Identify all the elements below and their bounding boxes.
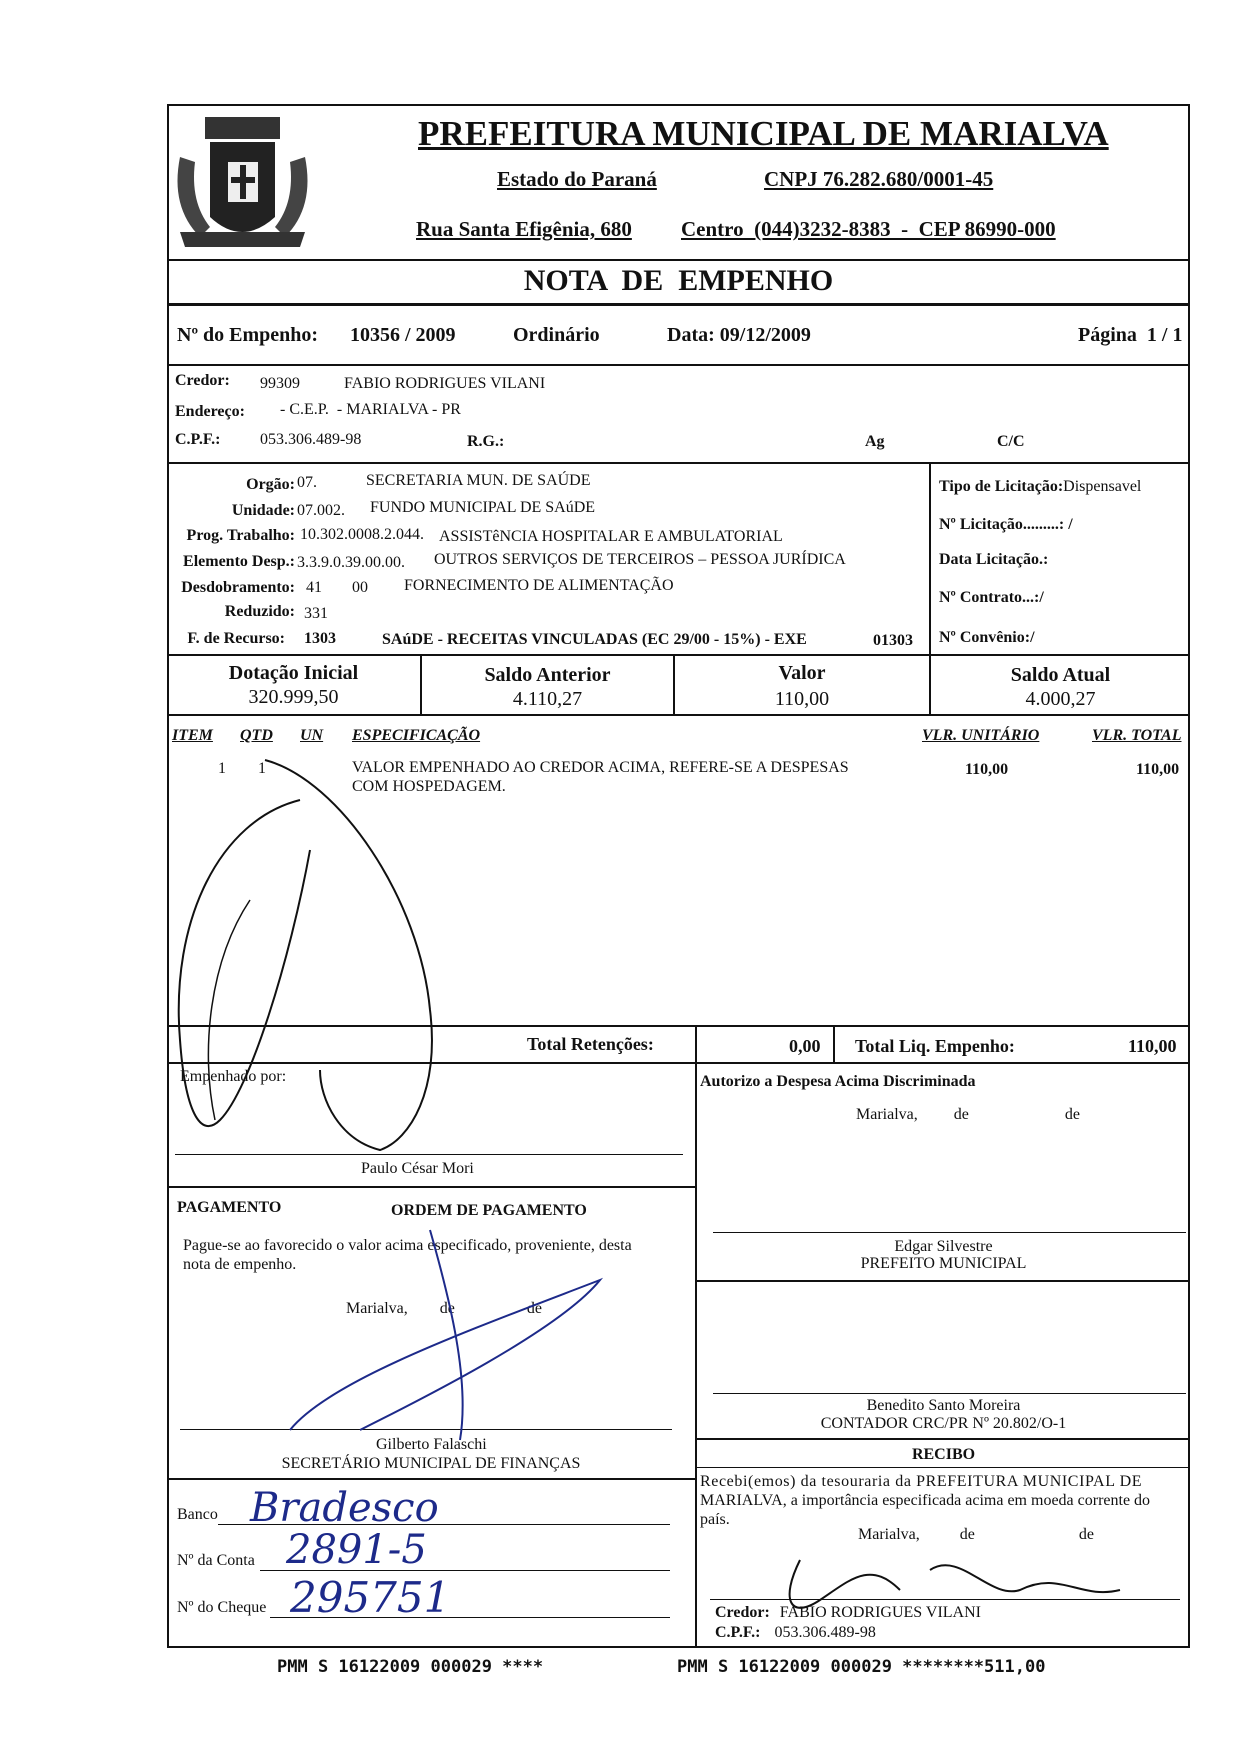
saldo-anterior-value: 4.110,27: [512, 688, 583, 710]
prog-label: Prog. Trabalho:: [186, 527, 295, 544]
contrato-number: Nº Contrato...:/: [939, 589, 1044, 606]
orgao-label: Orgão:: [246, 476, 295, 493]
row-item: 1: [218, 760, 226, 777]
fonte-label: F. de Recurso:: [187, 630, 285, 647]
desdobramento-desc: FORNECIMENTO DE ALIMENTAÇÃO: [404, 577, 674, 594]
coat-of-arms-icon: [170, 107, 315, 255]
licitacao-date: Data Licitação.:: [939, 551, 1049, 568]
cheque-value: 295751: [290, 1573, 451, 1622]
contador-title: CONTADOR CRC/PR Nº 20.802/O-1: [820, 1415, 1067, 1432]
cpf-label: C.P.F.:: [175, 431, 221, 448]
unidade-desc: FUNDO MUNICIPAL DE SAúDE: [370, 499, 596, 516]
licitacao-number: Nº Licitação.........: /: [939, 516, 1073, 533]
convenio-number: Nº Convênio:/: [939, 629, 1035, 646]
cpf-value: 053.306.489-98: [260, 431, 362, 448]
col-vu-header: VLR. UNITÁRIO: [922, 727, 1040, 744]
recibo-cpf-label: C.P.F.:: [715, 1624, 761, 1641]
row-qtd: 1: [258, 760, 266, 777]
conta-value: 2891-5: [286, 1527, 427, 1573]
recibo-title: RECIBO: [911, 1446, 976, 1463]
recibo-cpf: [715, 1624, 876, 1642]
elemento-code: 3.3.9.0.39.00.00.: [297, 554, 405, 571]
contador-name: Benedito Santo Moreira: [866, 1397, 1021, 1414]
prefeito-name: Edgar Silvestre: [894, 1238, 993, 1255]
reduzido-value: 331: [304, 605, 328, 622]
credor-code: 99309: [260, 375, 300, 392]
recibo-text-line3: país.: [700, 1511, 730, 1528]
recibo-text-line1: Recebi(emos) da tesouraria da PREFEITURA MUNICIPAL DE: [700, 1473, 1143, 1490]
autorizo-date-line: Marialva, de de: [856, 1106, 1080, 1123]
endereco-label: Endereço:: [175, 403, 245, 420]
elemento-desc: OUTROS SERVIÇOS DE TERCEIROS – PESSOA JURÍDICA: [434, 551, 846, 568]
col-qtd-header: QTD: [240, 727, 273, 744]
footer-stamp-1: PMM S 16122009 000029 ****: [277, 1657, 544, 1677]
unidade-code: 07.002.: [297, 502, 345, 519]
row-total-value: 110,00: [1136, 761, 1180, 778]
saldo-anterior-label: Saldo Anterior: [484, 664, 611, 686]
state-label: Estado do Paraná: [497, 167, 657, 191]
empenho-number: 10356 / 2009: [350, 324, 456, 346]
unidade-label: Unidade:: [231, 502, 295, 519]
col-vt-header: VLR. TOTAL: [1092, 727, 1182, 744]
empenho-type: Ordinário: [513, 324, 600, 346]
pagamento-date-line: Marialva, de de: [346, 1300, 542, 1317]
recibo-date-line: Marialva, de de: [858, 1526, 1094, 1543]
recibo-credor-name: FABIO RODRIGUES VILANI: [779, 1604, 981, 1621]
empenho-label: Nº do Empenho:: [177, 324, 319, 346]
licitacao-type-label: Tipo de Licitação:: [939, 478, 1064, 495]
licitacao-type-value: Dispensavel: [1063, 478, 1142, 495]
endereco-value: - C.E.P. - MARIALVA - PR: [280, 401, 461, 418]
ordem-pagamento-label: ORDEM DE PAGAMENTO: [391, 1202, 587, 1219]
orgao-desc: SECRETARIA MUN. DE SAÚDE: [366, 472, 591, 489]
fonte-code2: 01303: [873, 632, 913, 649]
col-un-header: UN: [300, 727, 324, 744]
liquido-label: Total Liq. Empenho:: [855, 1036, 1015, 1056]
row-unit-value: 110,00: [965, 761, 1009, 778]
prefeito-title: PREFEITO MUNICIPAL: [860, 1255, 1027, 1272]
prog-code: 10.302.0008.2.044.: [300, 526, 424, 543]
address-label: Centro (044)3232-8383 - CEP 86990-000: [681, 217, 1056, 241]
credor-name: FABIO RODRIGUES VILANI: [344, 375, 546, 392]
pagamento-label: PAGAMENTO: [177, 1199, 282, 1216]
secretario-title: SECRETÁRIO MUNICIPAL DE FINANÇAS: [281, 1455, 581, 1472]
desdobramento-label: Desdobramento:: [181, 579, 295, 596]
dotacao-value: 320.999,50: [248, 686, 339, 708]
reduzido-label: Reduzido:: [224, 603, 295, 620]
banco-label: Banco: [177, 1506, 218, 1523]
desdobramento-sub: 00: [352, 579, 368, 596]
org-title: PREFEITURA MUNICIPAL DE MARIALVA: [418, 114, 1109, 153]
pagamento-text-line1: Pague-se ao favorecido o valor acima especificado, proveniente, desta: [183, 1237, 632, 1254]
recibo-credor-label: Credor:: [715, 1604, 770, 1621]
col-item-header: ITEM: [172, 727, 213, 744]
saldo-atual-value: 4.000,27: [1025, 688, 1096, 710]
conta-label: Nº da Conta: [177, 1552, 255, 1569]
street-label: Rua Santa Efigênia, 680: [416, 217, 632, 241]
elemento-label: Elemento Desp.:: [183, 553, 295, 570]
retencoes-value: 0,00: [789, 1036, 821, 1056]
fonte-desc: SAúDE - RECEITAS VINCULADAS (EC 29/00 - 15%) - EXE: [382, 631, 807, 648]
recibo-credor: [715, 1604, 981, 1622]
secretario-name: Gilberto Falaschi: [376, 1436, 487, 1453]
row-desc-line2: COM HOSPEDAGEM.: [352, 778, 506, 795]
row-desc-line1: VALOR EMPENHADO AO CREDOR ACIMA, REFERE-SE A DESPESAS: [352, 759, 849, 776]
licitacao-type: [939, 478, 1141, 496]
autorizo-label: Autorizo a Despesa Acima Discriminada: [700, 1073, 976, 1090]
footer-stamp-2: PMM S 16122009 000029 ********511,00: [677, 1657, 1046, 1677]
pagamento-text-line2: nota de empenho.: [183, 1256, 297, 1273]
empenhado-name: Paulo César Mori: [361, 1160, 474, 1177]
cc-label: C/C: [997, 433, 1025, 450]
retencoes-label: Total Retenções:: [527, 1034, 654, 1054]
empenhado-label: Empenhado por:: [180, 1068, 287, 1085]
col-esp-header: ESPECIFICAÇÃO: [352, 727, 481, 744]
dotacao-label: Dotação Inicial: [228, 662, 359, 684]
document-title: NOTA DE EMPENHO: [523, 264, 834, 297]
credor-label: Credor:: [175, 372, 230, 389]
recibo-cpf-value: 053.306.489-98: [774, 1624, 876, 1641]
banco-value: Bradesco: [250, 1485, 439, 1531]
cnpj-label: CNPJ 76.282.680/0001-45: [764, 167, 994, 191]
ag-label: Ag: [865, 433, 885, 450]
recibo-text-line2: MARIALVA, a importância especificada acima em moeda corrente do: [700, 1492, 1151, 1509]
prog-desc: ASSISTêNCIA HOSPITALAR E AMBULATORIAL: [439, 528, 783, 545]
page-number: Página 1 / 1: [1078, 324, 1183, 346]
fonte-code: 1303: [304, 630, 336, 647]
desdobramento-code: 41: [306, 579, 322, 596]
orgao-code: 07.: [297, 474, 317, 491]
saldo-atual-label: Saldo Atual: [1010, 664, 1111, 686]
valor-label: Valor: [778, 662, 826, 684]
cheque-label: Nº do Cheque: [177, 1599, 267, 1616]
valor-value: 110,00: [774, 688, 830, 710]
rg-label: R.G.:: [467, 433, 505, 450]
empenho-date: Data: 09/12/2009: [667, 324, 811, 346]
liquido-value: 110,00: [1128, 1036, 1177, 1056]
